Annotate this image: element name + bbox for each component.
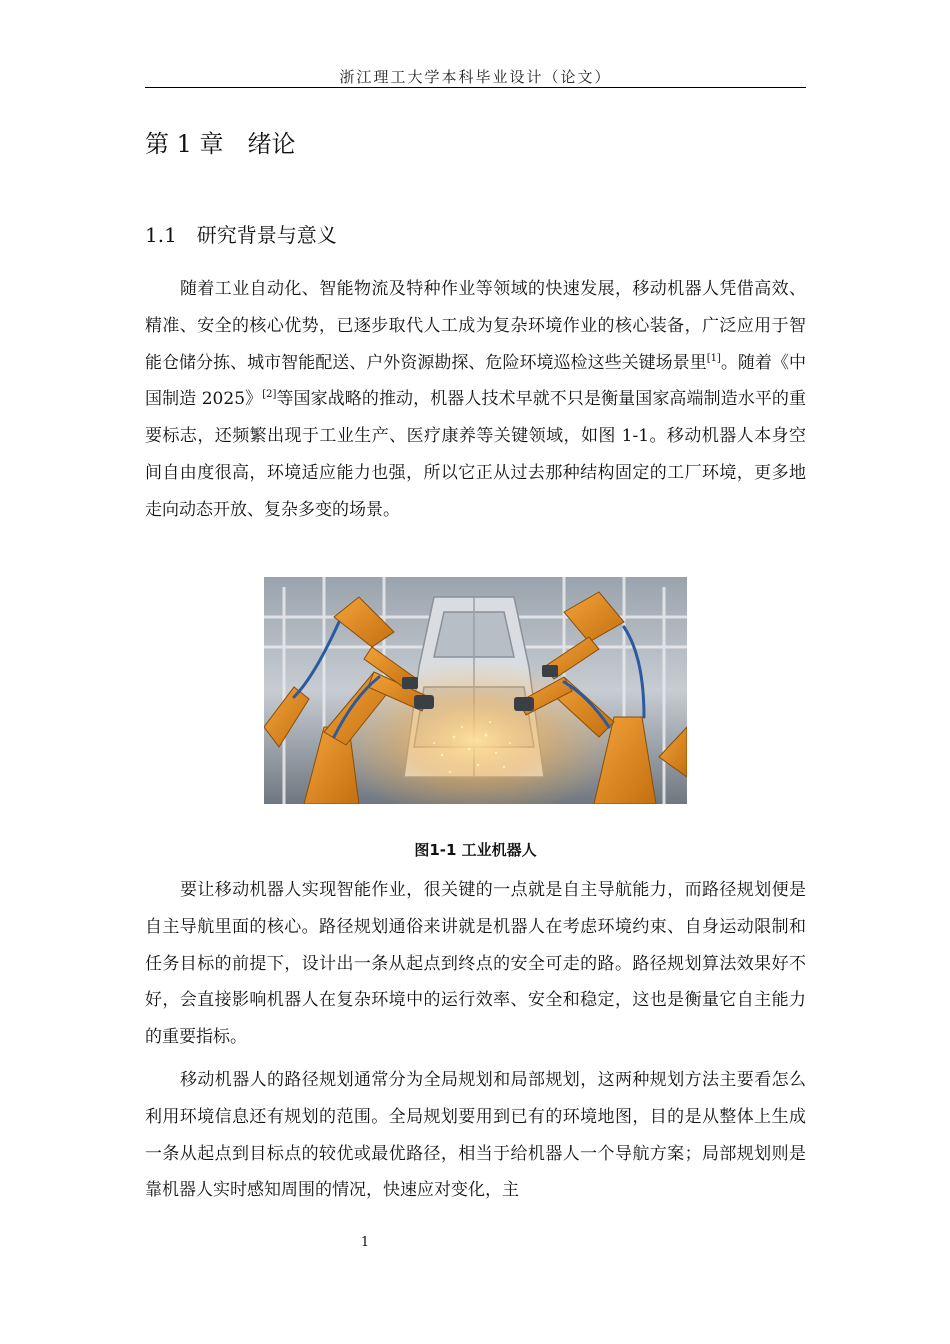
industrial-robot-figure [264,577,687,804]
paragraph-text: 。随着《中国制造 2025》 [145,352,806,410]
industrial-robot-photo [264,577,687,804]
header-rule [145,87,806,88]
paragraph-text: 等国家战略的推动，机器人技术早就不只是衡量国家高端制造水平的重要标志，还频繁出现于工业生产、医疗康养等关键领域，如图 1-1。移动机器人本身空间自由度很高，环境适应能力也强，所以它正从过去那种结构固定的工厂环境，更多地走向动态开放、复杂多变的场景。 [145,389,807,520]
paragraph-text: 随着工业自动化、智能物流及特种作业等领域的快速发展，移动机器人凭借高效、精准、安全的核心优势，已逐步取代人工成为复杂环境作业的核心装备，广泛应用于智能仓储分拣、城市智能配送、户外资源勘探、危险环境巡检这些关键场景里 [145,279,806,373]
section-title: 1.1 研究背景与意义 [145,223,337,247]
citation-ref[interactable]: [2] [262,389,277,401]
paragraph-path-planning: 要让移动机器人实现智能作业，很关键的一点就是自主导航能力，而路径规划便是自主导航里面的核心。路径规划通俗来讲就是机器人在考虑环境约束、自身运动限制和任务目标的前提下，设计出一条从起点到终点的安全可走的路。路径规划算法效果好不好，会直接影响机器人在复杂环境中的运行效率、安全和稳定，这也是衡量它自主能力的重要指标。 [145,880,806,1048]
running-header: 浙江理工大学本科毕业设计（论文） [339,68,612,86]
paragraph-global-local: 移动机器人的路径规划通常分为全局规划和局部规划，这两种规划方法主要看怎么利用环境信息还有规划的范围。全局规划要用到已有的环境地图，目的是从整体上生成一条从起点到目标点的较优或最优路径，相当于给机器人一个导航方案；局部规划则是靠机器人实时感知周围的情况，快速应对变化，主 [145,1070,806,1201]
figure-caption: 图1-1 工业机器人 [414,841,537,859]
citation-ref[interactable]: [1] [706,352,721,364]
page-number: 1 [360,1235,370,1250]
chapter-title: 第 1 章 绪论 [145,130,296,158]
paragraph-background [145,271,806,529]
